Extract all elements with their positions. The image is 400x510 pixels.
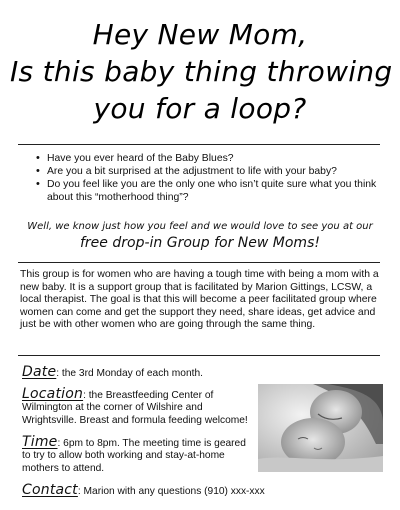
mother-baby-photo bbox=[258, 384, 383, 472]
time-text: : 6pm to 8pm. The meeting time is geared to try to allow both working and stay-at-home mothers to attend. bbox=[22, 438, 246, 474]
headline bbox=[10, 16, 393, 127]
contact-text: : Marion with any questions (910) xxx-xxx bbox=[77, 486, 265, 497]
divider-bottom bbox=[18, 355, 380, 356]
location-text: : the Breastfeeding Center of Wilmington at the corner of Wilshire and Wrightsville. Breast and formula feeding welcome! bbox=[22, 390, 248, 426]
time-label: Time bbox=[22, 434, 58, 450]
invitation bbox=[10, 220, 390, 252]
date-text: : the 3rd Monday of each month. bbox=[56, 368, 203, 379]
divider-top bbox=[18, 144, 380, 145]
divider-middle bbox=[18, 262, 380, 263]
group-description: This group is for women who are having a tough time with being a mom with a new baby. It is a support group that is facilitated by Marion Gittings, LCSW, a local therapist. The goal is that this will become a peer facilitated group where women can come and get the support they need, share ideas, get advice and just be with other women who are going through the same thing. bbox=[20, 269, 379, 331]
headline-line-3: you for a loop? bbox=[93, 92, 307, 125]
question-item: • Do you feel like you are the only one who isn’t quite sure what you think about this “motherhood thing”? bbox=[36, 178, 381, 204]
location-label: Location bbox=[22, 386, 84, 402]
date-label: Date bbox=[22, 364, 57, 380]
contact-label: Contact bbox=[22, 482, 78, 498]
question-list bbox=[36, 152, 381, 204]
headline-line-1: Hey New Mom, bbox=[92, 18, 308, 51]
question-item: • Have you ever heard of the Baby Blues? bbox=[36, 152, 381, 165]
photo-illustration bbox=[258, 384, 383, 472]
headline-line-2: Is this baby thing throwing bbox=[10, 55, 393, 88]
contact-info bbox=[22, 484, 282, 498]
date-info bbox=[22, 366, 254, 380]
question-item: • Are you a bit surprised at the adjustment to life with your baby? bbox=[36, 165, 381, 178]
time-info bbox=[22, 436, 254, 475]
invitation-line-1: Well, we know just how you feel and we would love to see you at our bbox=[27, 221, 373, 232]
location-info bbox=[22, 388, 254, 427]
invitation-line-2: free drop-in Group for New Moms! bbox=[80, 235, 320, 251]
